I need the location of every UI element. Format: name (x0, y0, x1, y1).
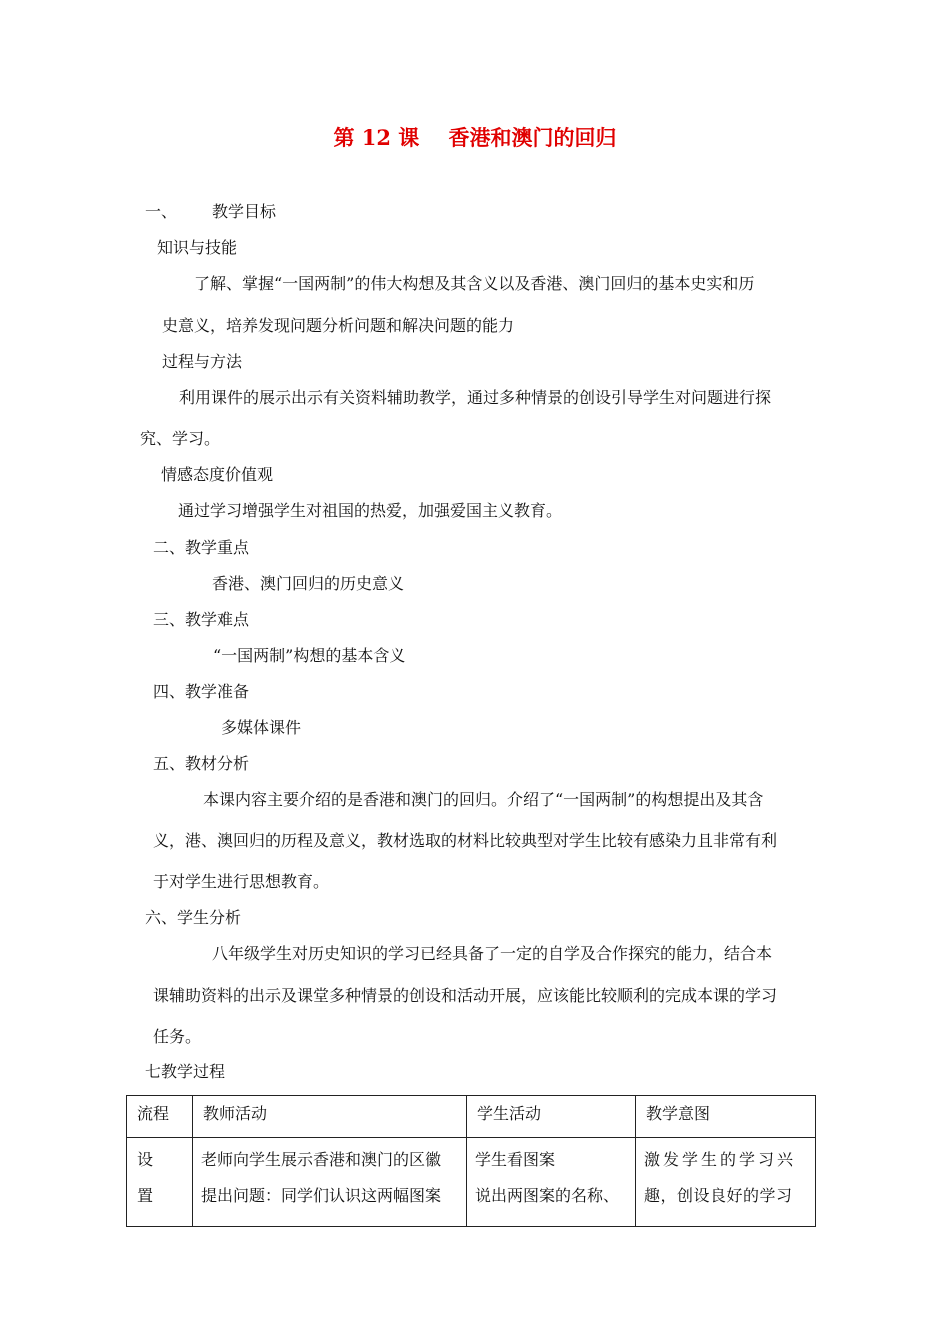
emotion-values-text: 通过学习增强学生对祖国的热爱，加强爱国主义教育。 (178, 501, 563, 520)
teaching-process-table (126, 1095, 816, 1227)
knowledge-skills-label: 知识与技能 (157, 238, 238, 257)
process-method-text-line-1: 利用课件的展示出示有关资料辅助教学，通过多种情景的创设引导学生对问题进行探 (179, 388, 772, 407)
teaching-intent-line: 趣，创设良好的学习 (644, 1186, 793, 1205)
header-flow: 流程 (127, 1096, 193, 1138)
emotion-values-label: 情感态度价值观 (161, 465, 274, 484)
section-6-text-line-3: 任务。 (153, 1027, 202, 1046)
flow-line: 设 (137, 1150, 154, 1169)
teacher-activity-line: 提出问题：同学们认识这两幅图案 (201, 1186, 442, 1205)
header-student-activity: 学生活动 (467, 1096, 636, 1138)
teaching-intent-cell (636, 1138, 816, 1227)
flow-cell (127, 1138, 193, 1227)
process-method-text-line-2: 究、学习。 (140, 429, 221, 448)
section-3-content: “一国两制”构想的基本含义 (213, 646, 406, 665)
section-2-content: 香港、澳门回归的历史意义 (212, 574, 405, 593)
section-5-text-line-3: 于对学生进行思想教育。 (153, 872, 330, 891)
table-row (127, 1138, 816, 1227)
student-activity-line: 说出两图案的名称、 (475, 1186, 620, 1205)
section-4-content: 多媒体课件 (221, 718, 302, 737)
process-method-label: 过程与方法 (162, 352, 243, 371)
section-1-heading: 教学目标 (212, 202, 277, 221)
header-teacher-activity: 教师活动 (193, 1096, 467, 1138)
knowledge-skills-text-line-2: 史意义，培养发现问题分析问题和解决问题的能力 (162, 316, 515, 335)
section-5-heading: 五、教材分析 (153, 754, 250, 773)
header-teaching-intent: 教学意图 (636, 1096, 816, 1138)
section-7-heading: 七教学过程 (145, 1062, 226, 1081)
section-6-text-line-2: 课辅助资料的出示及课堂多种情景的创设和活动开展，应该能比较顺利的完成本课的学习 (153, 986, 778, 1005)
teacher-activity-cell (193, 1138, 467, 1227)
section-4-heading: 四、教学准备 (153, 682, 250, 701)
section-1-number: 一、 (145, 202, 178, 221)
section-2-heading: 二、教学重点 (153, 538, 250, 557)
table-header-row (127, 1096, 816, 1138)
section-3-heading: 三、教学难点 (153, 610, 250, 629)
knowledge-skills-text-line-1: 了解、掌握“一国两制”的伟大构想及其含义以及香港、澳门回归的基本史实和历 (194, 274, 755, 293)
student-activity-cell (467, 1138, 636, 1227)
section-6-text-line-1: 八年级学生对历史知识的学习已经具备了一定的自学及合作探究的能力，结合本 (212, 944, 773, 963)
student-activity-line: 学生看图案 (475, 1150, 556, 1169)
section-5-text-line-2: 义，港、澳回归的历程及意义，教材选取的材料比较典型对学生比较有感染力且非常有利 (153, 831, 778, 850)
teaching-intent-line: 激发学生的学习兴 (644, 1150, 797, 1169)
section-5-text-line-1: 本课内容主要介绍的是香港和澳门的回归。介绍了“一国两制”的构想提出及其含 (203, 790, 764, 809)
section-6-heading: 六、学生分析 (145, 908, 242, 927)
page-title: 第 12 课 香港和澳门的回归 (333, 125, 617, 150)
teacher-activity-line: 老师向学生展示香港和澳门的区徽 (201, 1150, 442, 1169)
flow-line: 置 (137, 1186, 154, 1205)
